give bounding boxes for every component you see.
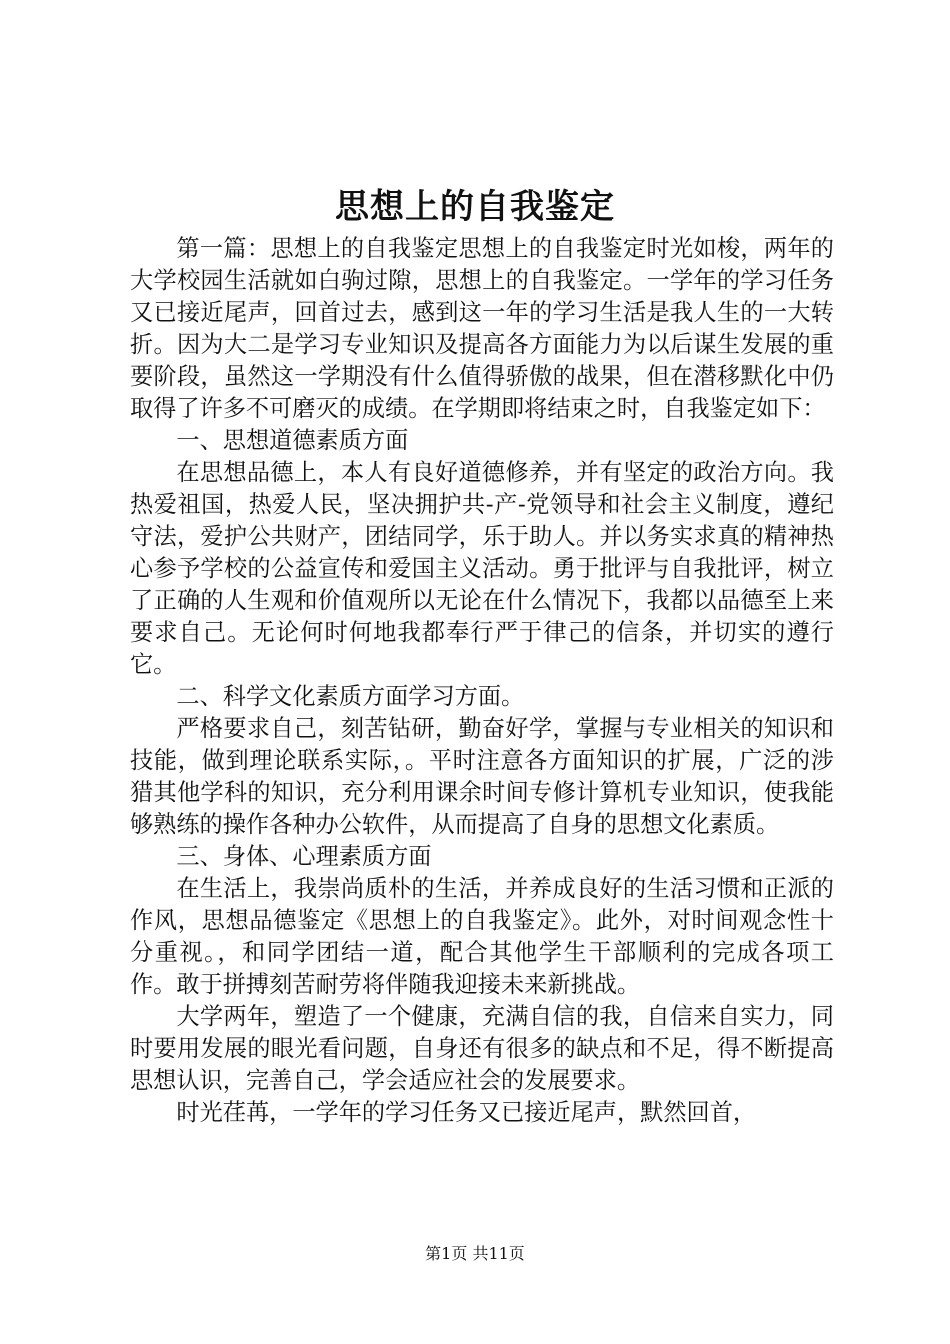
document-title: 思想上的自我鉴定 <box>335 187 615 227</box>
paragraph-summary: 大学两年，塑造了一个健康，充满自信的我，自信来自实力，同时要用发展的眼光看问题，自身还有很多的缺点和不足，得不断提高思想认识，完善自己，学会适应社会的发展要求。 <box>130 1003 834 1094</box>
page-footer: 第1页 共11页 <box>425 1244 525 1263</box>
paragraph-closing: 时光荏苒，一学年的学习任务又已接近尾声，默然回首， <box>176 1099 757 1126</box>
document-body <box>130 233 834 1129</box>
paragraph-moral: 在思想品德上，本人有良好道德修养，并有坚定的政治方向。我热爱祖国，热爱人民，坚决拥护共-产-党领导和社会主义制度，遵纪守法，爱护公共财产，团结同学，乐于助人。并以务实求真的精神热心参予学校的公益宣传和爱国主义活动。勇于批评与自我批评，树立了正确的人生观和价值观所以无论在什么情况下，我都以品德至上来要求自己。无论何时何地我都奉行严于律己的信条，并切实的遵行它。 <box>130 459 834 678</box>
section-heading-body-mind: 三、身体、心理素质方面 <box>176 843 432 870</box>
paragraph-intro: 第一篇：思想上的自我鉴定思想上的自我鉴定时光如梭，两年的大学校园生活就如白驹过隙，思想上的自我鉴定。一学年的学习任务又已接近尾声，回首过去，感到这一年的学习生活是我人生的一大转折。因为大二是学习专业知识及提高各方面能力为以后谋生发展的重要阶段，虽然这一学期没有什么值得骄傲的战果，但在潜移默化中仍取得了许多不可磨灭的成绩。在学期即将结束之时，自我鉴定如下： <box>130 235 834 422</box>
paragraph-body-mind: 在生活上，我崇尚质朴的生活，并养成良好的生活习惯和正派的作风，思想品德鉴定《思想上的自我鉴定》。此外，对时间观念性十分重视。，和同学团结一道，配合其他学生干部顺利的完成各项工作。敢于拼搏刻苦耐劳将伴随我迎接未来新挑战。 <box>130 875 834 998</box>
paragraph-science: 严格要求自己，刻苦钻研，勤奋好学，掌握与专业相关的知识和技能，做到理论联系实际，。平时注意各方面知识的扩展，广泛的涉猎其他学科的知识，充分利用课余时间专修计算机专业知识，使我能够熟练的操作各种办公软件，从而提高了自身的思想文化素质。 <box>130 715 834 838</box>
section-heading-moral: 一、思想道德素质方面 <box>176 427 409 454</box>
section-heading-science: 二、科学文化素质方面学习方面。 <box>176 683 525 710</box>
